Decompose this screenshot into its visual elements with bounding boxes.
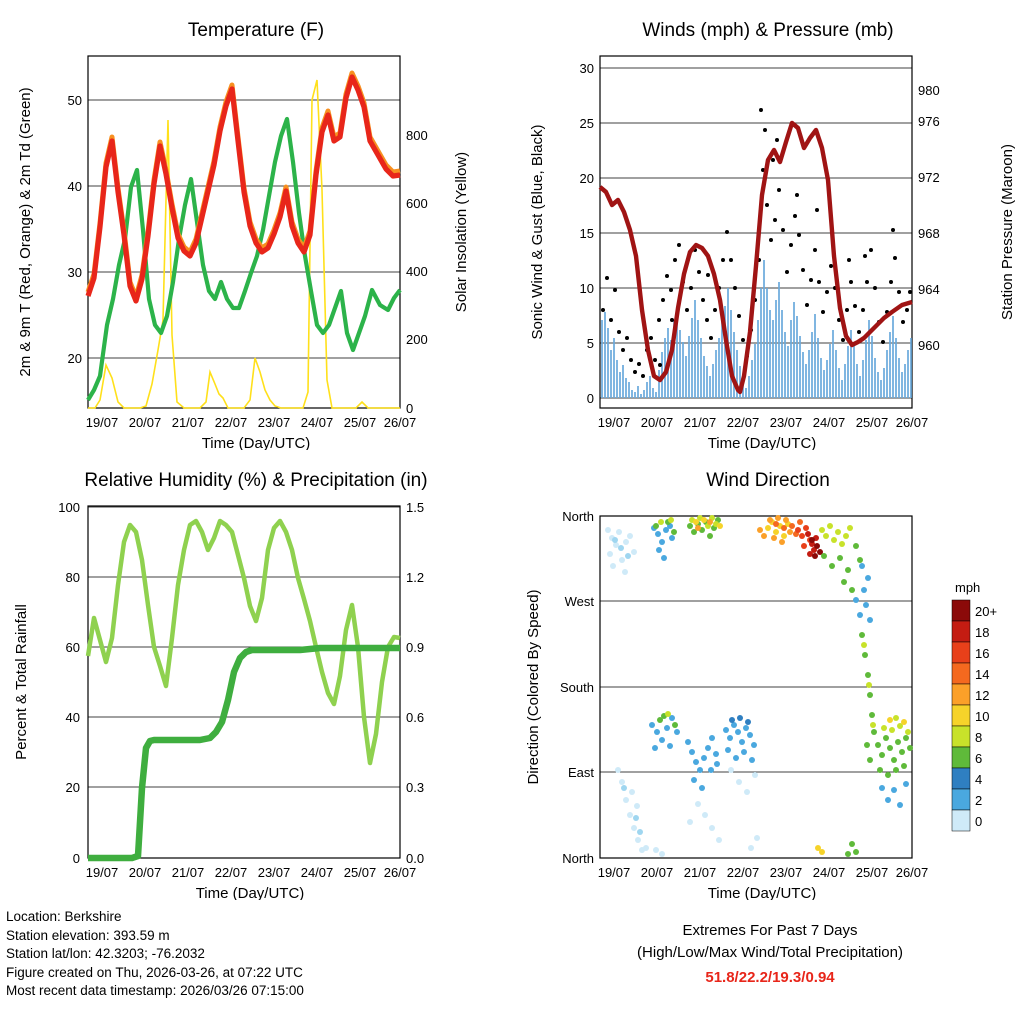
colorbar-label-10: 0: [975, 814, 983, 829]
humidity-title: Relative Humidity (%) & Precipitation (in): [84, 470, 428, 491]
winddir-ylabel: Direction (Colored By Speed): [525, 589, 542, 785]
winddir-xtick-4: 23/07: [769, 865, 803, 880]
temperature-ytick-left-2: 40: [67, 179, 82, 194]
colorbar-label-2: 16: [975, 646, 990, 661]
winds-ytick-left-2: 10: [579, 281, 594, 296]
humidity-ytick-left-2: 40: [65, 710, 80, 725]
extremes-heading: Extremes For Past 7 Days: [682, 922, 858, 939]
colorbar-swatch-1: [952, 621, 970, 642]
winds-xtick-1: 20/07: [640, 415, 674, 430]
winds-xtick-6: 25/07: [855, 415, 889, 430]
temperature-xtick-7: 26/07: [383, 415, 417, 430]
winddir-xtick-1: 20/07: [640, 865, 674, 880]
temperature-xtick-5: 24/07: [300, 415, 334, 430]
winds-ytick-left-6: 30: [579, 61, 594, 76]
winds-ytick-right-5: 980: [918, 83, 940, 98]
colorbar-swatch-6: [952, 726, 970, 747]
winds-xlabel: Time (Day/UTC): [707, 435, 817, 450]
colorbar-label-4: 12: [975, 688, 990, 703]
colorbar-label-1: 18: [975, 625, 990, 640]
winddir-chart: [512, 470, 1024, 900]
humidity-xtick-7: 26/07: [383, 865, 417, 880]
winddir-ytick-1: West: [564, 594, 594, 609]
colorbar-title: mph: [955, 580, 981, 595]
colorbar-swatch-10: [952, 810, 970, 831]
colorbar-label-5: 10: [975, 709, 990, 724]
humidity-ytick-left-1: 20: [65, 780, 80, 795]
humidity-ytick-right-1: 0.3: [406, 780, 425, 795]
winddir-ytick-0: North: [562, 509, 594, 524]
colorbar-swatch-9: [952, 789, 970, 810]
humidity-xtick-1: 20/07: [128, 865, 162, 880]
temperature-title: Temperature (F): [187, 20, 325, 41]
temperature-ytick-right-1: 200: [406, 332, 428, 347]
temperature-xtick-3: 22/07: [214, 415, 248, 430]
temperature-ylabel-left: 2m & 9m T (Red, Orange) & 2m Td (Green): [17, 87, 34, 377]
footer-created: Figure created on Thu, 2026-03-26, at 07:22 UTC: [6, 964, 303, 980]
humidity-xtick-4: 23/07: [257, 865, 291, 880]
winds-chart: [512, 20, 1024, 450]
temperature-ytick-right-3: 600: [406, 196, 428, 211]
humidity-ytick-right-0: 0.0: [406, 851, 425, 866]
winds-ytick-left-1: 5: [586, 336, 594, 351]
temperature-chart: [0, 20, 512, 450]
colorbar-swatch-5: [952, 705, 970, 726]
colorbar-label-9: 2: [975, 793, 983, 808]
winds-ytick-left-0: 0: [586, 391, 594, 406]
temperature-ylabel-right: Solar Insolation (Yellow): [453, 151, 470, 313]
winds-xtick-2: 21/07: [683, 415, 717, 430]
colorbar-label-0: 20+: [975, 604, 998, 619]
colorbar-label-7: 6: [975, 751, 983, 766]
humidity-xtick-0: 19/07: [85, 865, 119, 880]
colorbar-swatch-3: [952, 663, 970, 684]
winds-xtick-3: 22/07: [726, 415, 760, 430]
winds-ylabel-right: Station Pressure (Maroon): [999, 144, 1016, 320]
humidity-xtick-5: 24/07: [300, 865, 334, 880]
humidity-ytick-right-5: 1.5: [406, 500, 425, 515]
winddir-colorbar: [952, 580, 997, 831]
footer-recent-timestamp: Most recent data timestamp: 2026/03/26 07:15:00: [6, 983, 304, 999]
colorbar-swatch-0: [952, 600, 970, 621]
winddir-xtick-6: 25/07: [855, 865, 889, 880]
winds-xtick-7: 26/07: [895, 415, 929, 430]
winds-xtick-5: 24/07: [812, 415, 846, 430]
colorbar-swatch-8: [952, 768, 970, 789]
temperature-ytick-right-0: 0: [406, 401, 414, 416]
humidity-xlabel: Time (Day/UTC): [195, 885, 305, 900]
colorbar-swatch-7: [952, 747, 970, 768]
temperature-ytick-right-2: 400: [406, 264, 428, 279]
winddir-xtick-5: 24/07: [812, 865, 846, 880]
winddir-ytick-3: East: [567, 765, 594, 780]
temperature-xlabel: Time (Day/UTC): [201, 435, 311, 450]
winds-ytick-right-1: 964: [918, 282, 940, 297]
humidity-ytick-left-0: 0: [72, 851, 80, 866]
humidity-chart: [0, 470, 512, 900]
footer-latlon: Station lat/lon: 42.3203; -76.2032: [6, 946, 205, 962]
humidity-ytick-left-5: 100: [58, 500, 80, 515]
humidity-ytick-right-3: 0.9: [406, 640, 425, 655]
panel-temperature: [0, 20, 512, 450]
footer-metadata: [6, 908, 304, 1001]
winds-xtick-4: 23/07: [769, 415, 803, 430]
winddir-xlabel: Time (Day/UTC): [707, 885, 817, 900]
winddir-xtick-0: 19/07: [597, 865, 631, 880]
winds-ytick-right-4: 976: [918, 114, 940, 129]
winddir-xtick-3: 22/07: [726, 865, 760, 880]
winds-ylabel-left: Sonic Wind & Gust (Blue, Black): [529, 124, 546, 340]
extremes-subheading: (High/Low/Max Wind/Total Precipitation): [637, 944, 903, 961]
footer-elevation: Station elevation: 393.59 m: [6, 927, 170, 943]
humidity-ytick-left-3: 60: [65, 640, 80, 655]
temperature-ytick-left-3: 50: [67, 93, 82, 108]
winds-ytick-left-3: 15: [579, 226, 594, 241]
winddir-ytick-2: South: [560, 680, 594, 695]
humidity-ytick-right-2: 0.6: [406, 710, 425, 725]
colorbar-label-3: 14: [975, 667, 990, 682]
winddir-ytick-4: North: [562, 851, 594, 866]
humidity-xtick-2: 21/07: [171, 865, 205, 880]
colorbar-label-6: 8: [975, 730, 983, 745]
extremes-values: 51.8/22.2/19.3/0.94: [705, 969, 835, 986]
winddir-xtick-2: 21/07: [683, 865, 717, 880]
winds-ytick-left-5: 25: [579, 116, 594, 131]
winds-ytick-right-2: 968: [918, 226, 940, 241]
winds-ytick-right-0: 960: [918, 338, 940, 353]
colorbar-swatch-2: [952, 642, 970, 663]
panel-wind-direction: [512, 470, 1024, 900]
colorbar-label-8: 4: [975, 772, 983, 787]
winds-ytick-right-3: 972: [918, 170, 940, 185]
temperature-ytick-right-4: 800: [406, 128, 428, 143]
humidity-ytick-right-4: 1.2: [406, 570, 425, 585]
extremes-block: [520, 920, 1020, 989]
panel-humidity: [0, 470, 512, 900]
humidity-ylabel-left: Percent & Total Rainfall: [13, 604, 30, 760]
temperature-xtick-6: 25/07: [343, 415, 377, 430]
winds-ytick-left-4: 20: [579, 171, 594, 186]
temperature-xtick-4: 23/07: [257, 415, 291, 430]
winds-xtick-0: 19/07: [597, 415, 631, 430]
humidity-ytick-left-4: 80: [65, 570, 80, 585]
temperature-ytick-left-1: 30: [67, 265, 82, 280]
winddir-title: Wind Direction: [706, 470, 830, 491]
temperature-xtick-2: 21/07: [171, 415, 205, 430]
temperature-xtick-0: 19/07: [85, 415, 119, 430]
winds-title: Winds (mph) & Pressure (mb): [642, 20, 894, 41]
panel-winds: [512, 20, 1024, 450]
colorbar-swatch-4: [952, 684, 970, 705]
temperature-ytick-left-0: 20: [67, 351, 82, 366]
footer-location: Location: Berkshire: [6, 909, 122, 924]
winddir-xtick-7: 26/07: [895, 865, 929, 880]
humidity-xtick-3: 22/07: [214, 865, 248, 880]
temperature-xtick-1: 20/07: [128, 415, 162, 430]
humidity-xtick-6: 25/07: [343, 865, 377, 880]
